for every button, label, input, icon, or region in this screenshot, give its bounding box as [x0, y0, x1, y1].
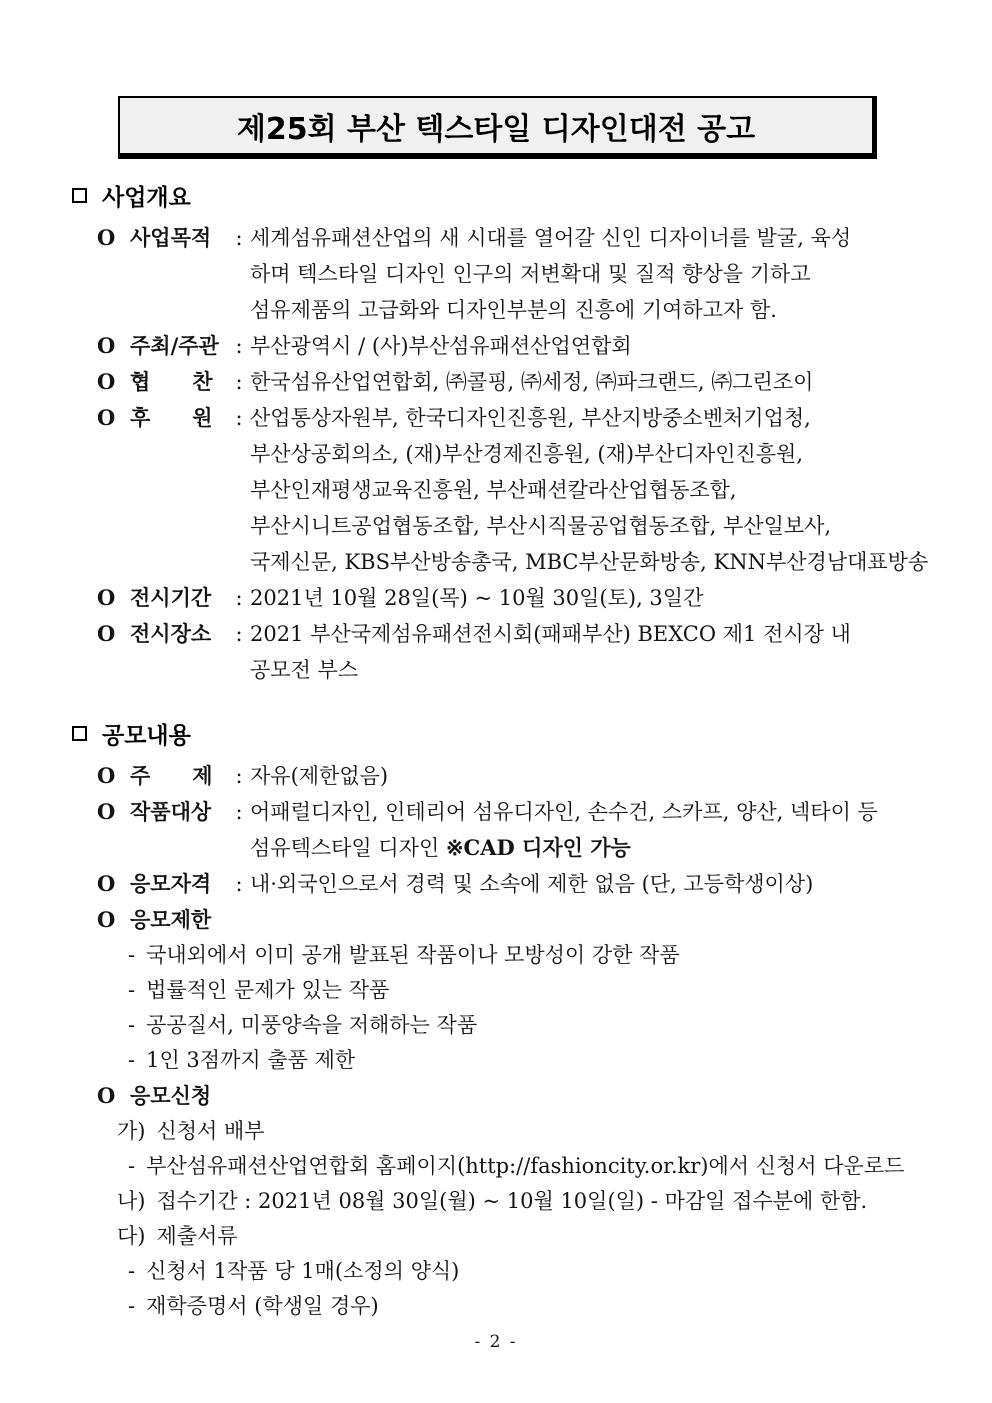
item-row: [97, 328, 992, 364]
item-row: [97, 220, 992, 328]
page-title: 제25회 부산 텍스타일 디자인대전 공고: [236, 111, 756, 147]
item-separator: :: [235, 622, 243, 646]
content-line: 한국섬유산업연합회, ㈜콜핑, ㈜세정, ㈜파크랜드, ㈜그린조이: [250, 370, 814, 394]
item-row: [97, 902, 992, 938]
item-separator: :: [235, 226, 243, 250]
item-label: 사업목적: [130, 225, 212, 250]
item-row: [97, 866, 992, 902]
item-bullet: O: [97, 763, 116, 788]
item-bullet: O: [97, 405, 116, 430]
item-separator: [228, 1078, 250, 1114]
item-separator: [228, 902, 250, 938]
content-line: [250, 830, 992, 866]
content-line: 부산광역시 / (사)부산섬유패션산업연합회: [250, 334, 632, 358]
item-content: [250, 616, 992, 688]
sub-line: [117, 1114, 992, 1149]
sub-line: [128, 1008, 992, 1043]
content-line: 부산상공회의소, (재)부산경제진흥원, (재)부산디자인진흥원,: [250, 442, 804, 466]
dash-marker: -: [128, 978, 136, 1002]
section: [0, 716, 992, 1324]
section-heading: 공모내용: [102, 721, 191, 749]
item-label: 협 찬: [130, 369, 213, 394]
item-separator: :: [235, 872, 243, 896]
document-body: [0, 178, 992, 1324]
sub-line-text: 공공질서, 미풍양속을 저해하는 작품: [146, 1013, 478, 1037]
content-line: 섬유제품의 고급화와 디자인부분의 진흥에 기여하고자 함.: [250, 298, 777, 322]
item-content: [250, 580, 992, 616]
content-line: 자유(제한없음): [250, 764, 389, 788]
item-label: 전시기간: [130, 585, 212, 610]
dash-marker: -: [128, 943, 136, 967]
item-content: [250, 866, 992, 902]
content-line: 2021년 10월 28일(목) ~ 10월 30일(토), 3일간: [250, 586, 704, 610]
sub-line-text: 신청서 1작품 당 1매(소정의 양식): [146, 1259, 460, 1283]
content-line-text: 섬유텍스타일 디자인: [250, 836, 446, 860]
item-bullet: O: [97, 1083, 116, 1108]
item-label: 후 원: [130, 405, 213, 430]
item-separator: :: [235, 406, 243, 430]
square-bullet-icon: [72, 726, 87, 741]
item-bullet: O: [97, 907, 116, 932]
item-row: [97, 1078, 992, 1114]
content-line: 공모전 부스: [250, 658, 359, 682]
item-content: [250, 794, 992, 866]
item-bullet: O: [97, 333, 116, 358]
list-marker: 다): [117, 1224, 146, 1248]
item-row: [97, 364, 992, 400]
item-separator: :: [235, 334, 243, 358]
sub-line-text: 접수기간 : 2021년 08월 30일(월) ~ 10월 10일(일) - 마감일 접수분에 한함.: [156, 1189, 868, 1213]
item-bullet: O: [97, 369, 116, 394]
list-marker: 나): [117, 1189, 146, 1213]
sub-line: [117, 1219, 992, 1254]
item-separator: :: [235, 800, 243, 824]
sub-line-text: 제출서류: [156, 1224, 238, 1248]
content-line: 2021 부산국제섬유패션전시회(패패부산) BEXCO 제1 전시장 내: [250, 622, 851, 646]
sub-line: [128, 1254, 992, 1289]
item-label: 주 제: [130, 763, 213, 788]
list-marker: 가): [117, 1119, 146, 1143]
content-line-bold-text: ※CAD 디자인 가능: [445, 835, 631, 860]
dash-marker: -: [128, 1013, 136, 1037]
sub-line: [128, 1149, 992, 1184]
item-row: [97, 616, 992, 688]
item-row: [97, 400, 992, 580]
item-bullet: O: [97, 871, 116, 896]
sub-line: [128, 1043, 992, 1078]
square-bullet-icon: [72, 188, 87, 203]
item-content: [250, 400, 992, 580]
item-separator: :: [235, 764, 243, 788]
sub-line: [128, 973, 992, 1008]
item-separator: :: [235, 370, 243, 394]
sub-line-text: 부산섬유패션산업연합회 홈페이지(http://fashioncity.or.kr)에서 신청서 다운로드: [146, 1154, 905, 1178]
item-label: 응모제한: [130, 907, 212, 932]
item-content: [250, 902, 992, 938]
section-heading: 사업개요: [102, 183, 191, 211]
item-row: [97, 794, 992, 866]
page-number: - 2 -: [474, 1332, 518, 1352]
item-content: [250, 328, 992, 364]
content-line: 부산인재평생교육진흥원, 부산패션칼라산업협동조합,: [250, 478, 737, 502]
item-bullet: O: [97, 225, 116, 250]
dash-marker: -: [128, 1294, 136, 1318]
item-content: [250, 1078, 992, 1114]
content-line: 어패럴디자인, 인테리어 섬유디자인, 손수건, 스카프, 양산, 넥타이 등: [250, 800, 878, 824]
content-line: 국제신문, KBS부산방송총국, MBC부산문화방송, KNN부산경남대표방송: [250, 550, 929, 574]
item-row: [97, 580, 992, 616]
item-row: [97, 758, 992, 794]
section: [0, 178, 992, 688]
item-content: [250, 758, 992, 794]
title-box: [118, 96, 877, 159]
item-label: 전시장소: [130, 621, 212, 646]
dash-marker: -: [128, 1259, 136, 1283]
item-bullet: O: [97, 621, 116, 646]
item-bullet: O: [97, 585, 116, 610]
sub-line-text: 재학증명서 (학생일 경우): [146, 1294, 379, 1318]
sub-line-text: 1인 3점까지 출품 제한: [146, 1048, 356, 1072]
sub-line-text: 신청서 배부: [156, 1119, 265, 1143]
item-label: 주최/주관: [130, 333, 219, 358]
item-content: [250, 220, 992, 328]
content-line: 내·외국인으로서 경력 및 소속에 제한 없음 (단, 고등학생이상): [250, 872, 814, 896]
content-line: 하며 텍스타일 디자인 인구의 저변확대 및 질적 향상을 기하고: [250, 262, 811, 286]
content-line: 산업통상자원부, 한국디자인진흥원, 부산지방중소벤처기업청,: [250, 406, 811, 430]
item-label: 응모신청: [130, 1083, 212, 1108]
dash-marker: -: [128, 1154, 136, 1178]
content-line: 세계섬유패션산업의 새 시대를 열어갈 신인 디자이너를 발굴, 육성: [250, 226, 852, 250]
item-label: 작품대상: [130, 799, 212, 824]
content-line: 부산시니트공업협동조합, 부산시직물공업협동조합, 부산일보사,: [250, 514, 832, 538]
sub-line: [128, 1289, 992, 1324]
item-label: 응모자격: [130, 871, 212, 896]
sub-line-text: 국내외에서 이미 공개 발표된 작품이나 모방성이 강한 작품: [146, 943, 680, 967]
sub-line-text: 법률적인 문제가 있는 작품: [146, 978, 390, 1002]
item-separator: :: [235, 586, 243, 610]
section-heading-row: [72, 716, 992, 750]
dash-marker: -: [128, 1048, 136, 1072]
sub-line: [128, 938, 992, 973]
sub-line: [117, 1184, 992, 1219]
item-bullet: O: [97, 799, 116, 824]
section-heading-row: [72, 178, 992, 212]
item-content: [250, 364, 992, 400]
